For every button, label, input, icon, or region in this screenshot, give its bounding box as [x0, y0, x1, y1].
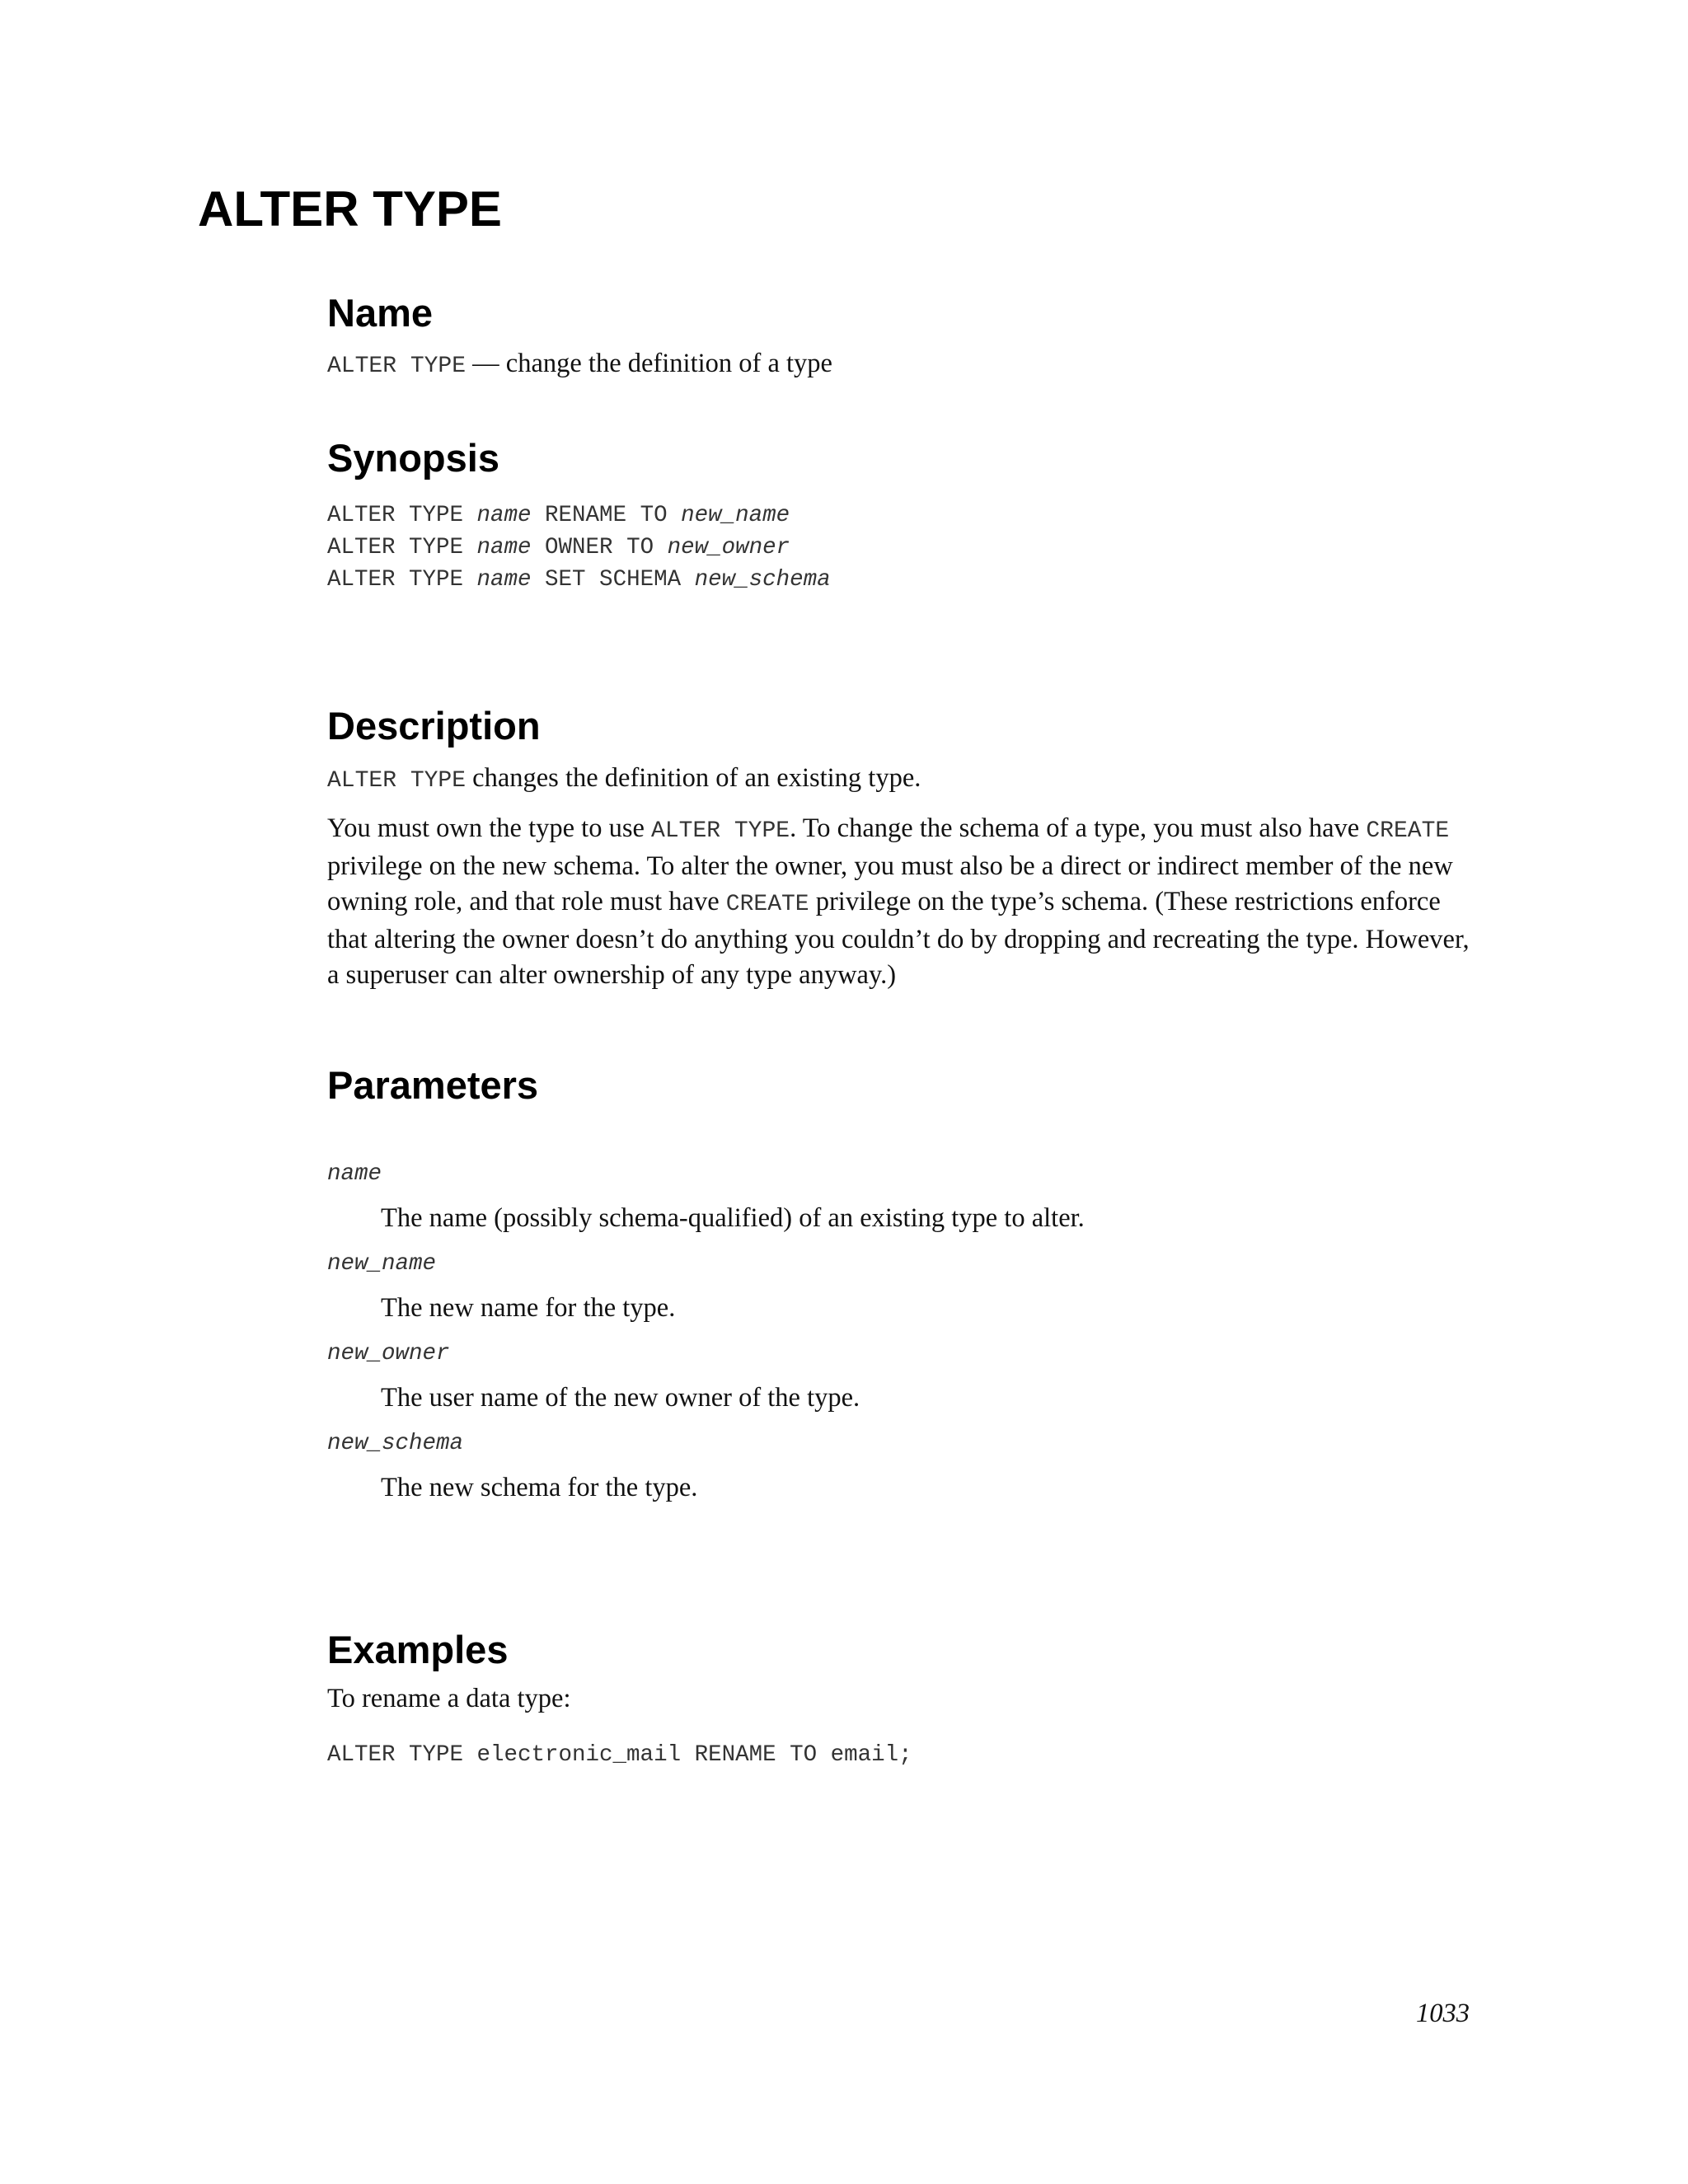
syntax-parameter: name: [476, 503, 532, 528]
example-intro: To rename a data type:: [327, 1684, 571, 1713]
paragraph-text: privilege on the type’s schema. (These restrictions enforce that altering the owner doesn’t do anything you couldn’t do by dropping and recreating the type. However, a superuser can alter ownership of any type anyway.): [327, 887, 1470, 990]
parameter-definition: The new name for the type.: [381, 1293, 676, 1323]
synopsis-heading: Synopsis: [327, 436, 499, 480]
syntax-keyword: ALTER TYPE: [327, 567, 477, 593]
parameter-list: [327, 1158, 1475, 1506]
synopsis-line: [327, 532, 1475, 564]
command-name: ALTER TYPE: [327, 354, 467, 379]
paragraph-text: You must own the type to use: [327, 813, 652, 843]
syntax-parameter: name: [476, 567, 532, 593]
inline-code: CREATE: [1366, 818, 1450, 844]
parameter-term: name: [327, 1161, 382, 1187]
examples-heading: Examples: [327, 1628, 509, 1671]
parameters-heading: Parameters: [327, 1063, 539, 1107]
name-section: [327, 288, 1475, 384]
syntax-parameter: new_name: [681, 503, 790, 528]
syntax-parameter: name: [476, 535, 532, 560]
description-paragraph: [327, 811, 1475, 993]
syntax-keyword: SET SCHEMA: [531, 567, 695, 593]
paragraph-text: changes the definition of an existing type.: [466, 763, 921, 793]
parameter-term: new_name: [327, 1251, 437, 1277]
description-paragraph: [327, 761, 1475, 799]
parameter-definition: The name (possibly schema-qualified) of an existing type to alter.: [381, 1203, 1085, 1233]
synopsis-block: [327, 499, 1475, 596]
page-title: ALTER TYPE: [198, 181, 502, 237]
parameter-definition: The user name of the new owner of the type.: [381, 1383, 860, 1413]
name-summary: [327, 346, 1475, 384]
syntax-keyword: ALTER TYPE: [327, 503, 477, 528]
paragraph-text: privilege on the new schema. To alter the owner, you must also be a direct or indirect member of the new owning role, and that role must have: [327, 851, 1453, 916]
examples-section: [327, 1625, 1475, 1771]
inline-code: CREATE: [725, 892, 809, 917]
command-purpose: — change the definition of a type: [472, 349, 832, 378]
inline-code: ALTER TYPE: [651, 818, 790, 844]
synopsis-section: [327, 434, 1475, 596]
syntax-keyword: ALTER TYPE: [327, 535, 477, 560]
syntax-parameter: new_schema: [694, 567, 831, 593]
parameters-section: [327, 1061, 1475, 1506]
parameter-definition: The new schema for the type.: [381, 1473, 698, 1502]
reference-content: [327, 288, 1475, 1771]
example-code: ALTER TYPE electronic_mail RENAME TO email;: [327, 1742, 912, 1768]
page-number: 1033: [1416, 1999, 1470, 2028]
synopsis-line: [327, 499, 1475, 532]
description-heading: Description: [327, 704, 541, 748]
inline-code: ALTER TYPE: [327, 768, 467, 794]
syntax-keyword: OWNER TO: [531, 535, 668, 560]
parameter-item: [327, 1248, 1475, 1326]
parameter-item: [327, 1427, 1475, 1506]
parameter-term: new_owner: [327, 1341, 450, 1366]
parameter-item: [327, 1338, 1475, 1416]
name-heading: Name: [327, 291, 434, 335]
description-section: [327, 701, 1475, 993]
syntax-parameter: new_owner: [667, 535, 790, 560]
paragraph-text: . To change the schema of a type, you must also have: [790, 813, 1367, 843]
parameter-item: [327, 1158, 1475, 1236]
parameter-term: new_schema: [327, 1431, 464, 1456]
synopsis-line: [327, 564, 1475, 596]
syntax-keyword: RENAME TO: [531, 503, 682, 528]
